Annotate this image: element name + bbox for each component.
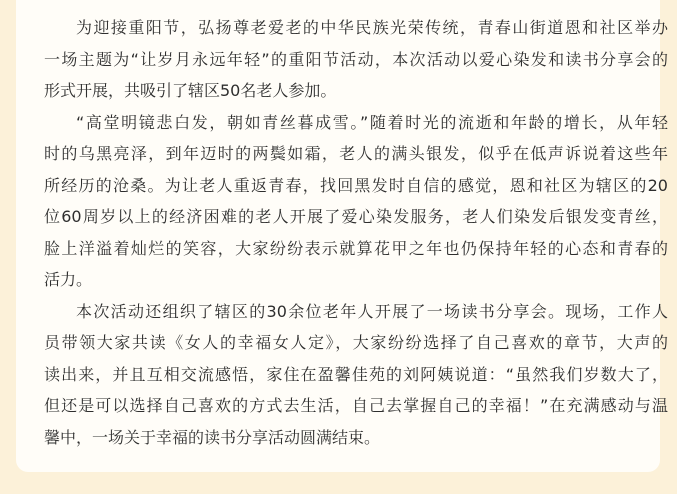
article-card bbox=[16, 0, 668, 472]
text-line: 但还是可以选择自己喜欢的方式去生活，自己去掌握自己的幸福！”在充满感动与温 bbox=[44, 396, 668, 415]
text-line: 所经历的沧桑。为让老人重返青春，找回黑发时自信的感觉，恩和社区为辖区的20 bbox=[44, 175, 668, 195]
text-line: 时的乌黑亮泽，到年迈时的两鬓如霜，老人的满头银发，似乎在低声诉说着这些年 bbox=[44, 144, 668, 163]
text-line: 读出来，并且互相交流感悟，家住在盈馨佳苑的刘阿姨说道：“虽然我们岁数大了， bbox=[44, 364, 668, 384]
text-line: 活力。 bbox=[44, 270, 93, 289]
text-line: 馨中，一场关于幸福的读书分享活动圆满结束。 bbox=[44, 427, 381, 447]
text-line: 形式开展，共吸引了辖区50名老人参加。 bbox=[44, 81, 337, 100]
text-line: 员带领大家共读《女人的幸福女人定》，大家纷纷选择了自己喜欢的章节，大声的 bbox=[44, 333, 668, 352]
text-line: 位60周岁以上的经济困难的老人开展了爱心染发服务，老人们染发后银发变青丝， bbox=[44, 207, 668, 226]
paragraph-reading-session bbox=[44, 296, 668, 454]
text-line: 脸上洋溢着灿烂的笑容，大家纷纷表示就算花甲之年也仍保持年轻的心态和青春的 bbox=[44, 238, 668, 258]
text-line: 一场主题为“让岁月永远年轻”的重阳节活动，本次活动以爱心染发和读书分享会的 bbox=[44, 49, 668, 69]
article-body bbox=[44, 12, 668, 453]
text-line: 为迎接重阳节，弘扬尊老爱老的中华民族光荣传统，青春山街道恩和社区举办 bbox=[76, 18, 668, 37]
paragraph-hair-dyeing bbox=[44, 107, 668, 296]
paragraph-intro bbox=[44, 12, 668, 107]
text-line: 本次活动还组织了辖区的30余位老年人开展了一场读书分享会。现场，工作人 bbox=[76, 301, 668, 321]
text-line: “高堂明镜悲白发，朝如青丝暮成雪。”随着时光的流逝和年龄的增长，从年轻 bbox=[76, 112, 668, 132]
